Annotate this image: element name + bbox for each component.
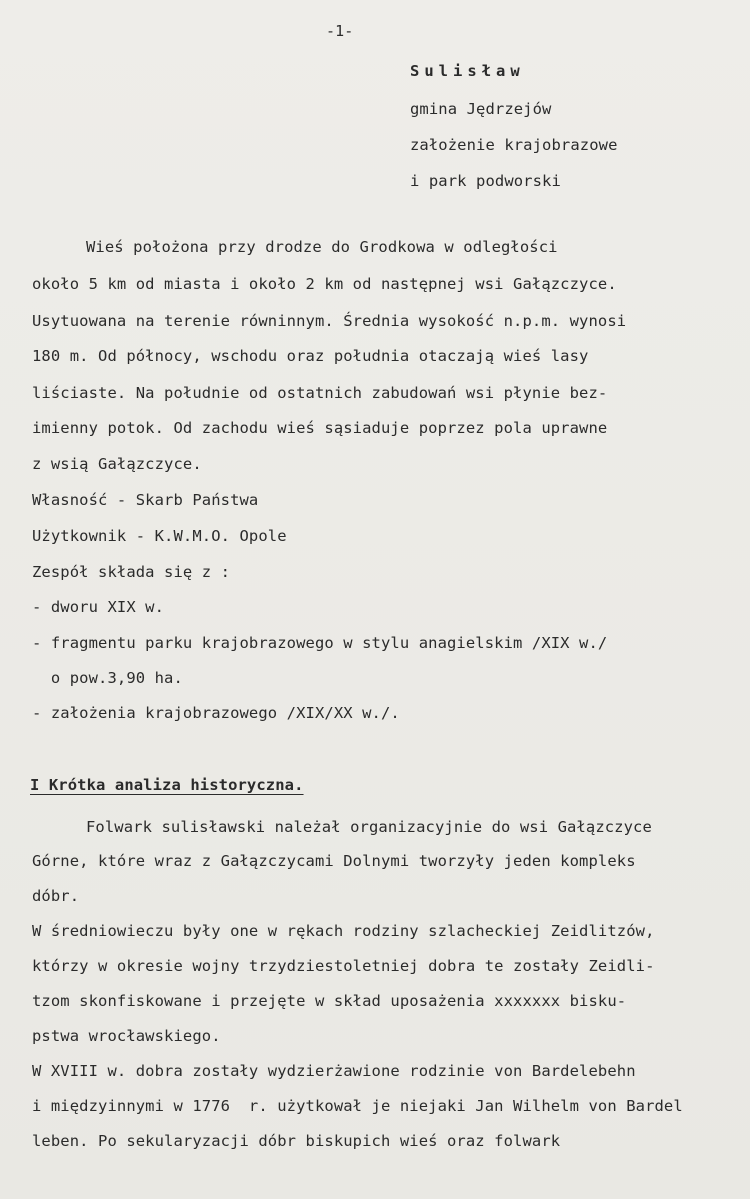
paragraph-line: W średniowieczu były one w rękach rodziny szlacheckiej Zeidlitzów, (32, 922, 655, 940)
paragraph-line: Folwark sulisławski należał organizacyjnie do wsi Gałązczyce (86, 818, 652, 836)
user-line: Użytkownik - K.W.M.O. Opole (32, 527, 287, 545)
paragraph-line: W XVIII w. dobra zostały wydzierżawione rodzinie von Bardelebehn (32, 1062, 636, 1080)
paragraph-line: dóbr. (32, 887, 80, 905)
composition-line: Zespół składa się z : (32, 563, 231, 581)
section-heading: I Krótka analiza historyczna. (30, 776, 304, 794)
paragraph-line: Usytuowana na terenie równinnym. Średnia wysokość n.p.m. wynosi (32, 312, 627, 330)
paragraph-line: z wsią Gałązczyce. (32, 455, 202, 473)
header-line: i park podworski (410, 172, 561, 190)
paragraph-line: pstwa wrocławskiego. (32, 1027, 221, 1045)
paragraph-line: liściaste. Na południe od ostatnich zabudowań wsi płynie bez- (32, 384, 608, 402)
list-item: - założenia krajobrazowego /XIX/XX w./. (32, 704, 400, 722)
paragraph-line: około 5 km od miasta i około 2 km od następnej wsi Gałązczyce. (32, 275, 617, 293)
paragraph-line: tzom skonfiskowane i przejęte w skład uposażenia xxxxxxx bisku- (32, 992, 627, 1010)
header-line: gmina Jędrzejów (410, 100, 552, 118)
page-number: -1- (326, 22, 354, 40)
paragraph-line: 180 m. Od północy, wschodu oraz południa otaczają wieś lasy (32, 347, 589, 365)
document-title: Sulisław (410, 62, 525, 80)
list-item: - fragmentu parku krajobrazowego w stylu anagielskim /XIX w./ (32, 634, 608, 652)
paragraph-line: Wieś położona przy drodze do Grodkowa w odległości (86, 238, 558, 256)
paragraph-line: Górne, które wraz z Gałązczycami Dolnymi tworzyły jeden kompleks (32, 852, 636, 870)
list-item: o pow.3,90 ha. (32, 669, 183, 687)
paragraph-line: leben. Po sekularyzacji dóbr biskupich wieś oraz folwark (32, 1132, 561, 1150)
header-line: założenie krajobrazowe (410, 136, 618, 154)
ownership-line: Własność - Skarb Państwa (32, 491, 259, 509)
paragraph-line: którzy w okresie wojny trzydziestoletniej dobra te zostały Zeidli- (32, 957, 655, 975)
paragraph-line: imienny potok. Od zachodu wieś sąsiaduje poprzez pola uprawne (32, 419, 608, 437)
list-item: - dworu XIX w. (32, 598, 165, 616)
paragraph-line: i międzyinnymi w 1776 r. użytkował je niejaki Jan Wilhelm von Bardel (32, 1097, 683, 1115)
